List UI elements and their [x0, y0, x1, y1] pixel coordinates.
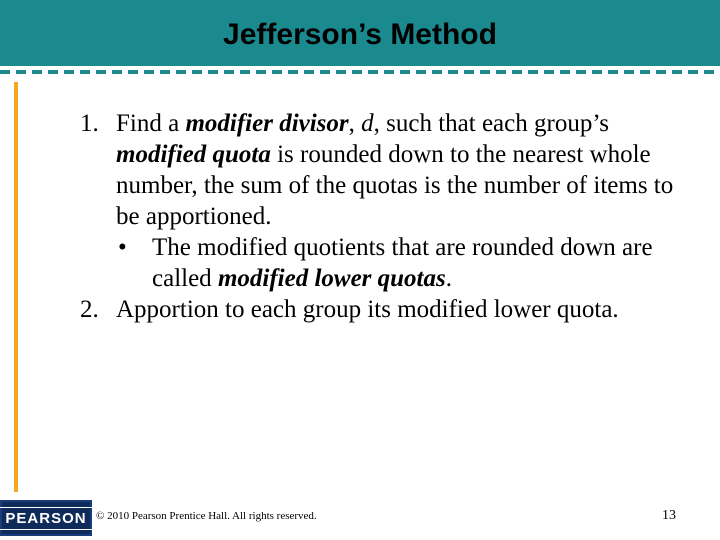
bullet-dot: • — [118, 234, 127, 261]
slide-title: Jefferson’s Method — [223, 18, 497, 51]
term-modified-quota: modified quota — [116, 141, 271, 168]
dashed-divider — [0, 70, 720, 74]
term-modifier-divisor: modifier divisor — [185, 110, 349, 137]
step-1 — [80, 108, 700, 232]
term-modified-lower-quotas: modified lower quotas — [217, 265, 446, 292]
step-2-number: 2. — [80, 296, 99, 323]
slide-content — [80, 108, 700, 325]
sub-bullet-text-a: The modified quotients that are rounded down are called — [152, 234, 653, 292]
step-2 — [80, 294, 700, 325]
step-1-text-b: , — [348, 110, 362, 137]
step-1-text-a: Find a — [116, 110, 186, 137]
copyright-notice: © 2010 Pearson Prentice Hall. All rights reserved. — [96, 510, 317, 522]
step-1-number: 1. — [80, 110, 99, 137]
pearson-logo-text: PEARSON — [0, 507, 93, 530]
pearson-logo — [0, 500, 92, 536]
left-accent-bar — [14, 82, 18, 492]
sub-bullet-text-b: . — [445, 265, 452, 292]
sub-bullet — [80, 232, 700, 294]
step-1-text-c: , such that each group’s — [373, 110, 609, 137]
step-1-text-d: is rounded down to the nearest whole number, the sum of the quotas is the number of items to be apportioned. — [116, 141, 674, 230]
variable-d: d — [361, 110, 374, 137]
page-number: 13 — [662, 508, 676, 523]
step-2-text: Apportion to each group its modified lower quota. — [116, 296, 619, 323]
